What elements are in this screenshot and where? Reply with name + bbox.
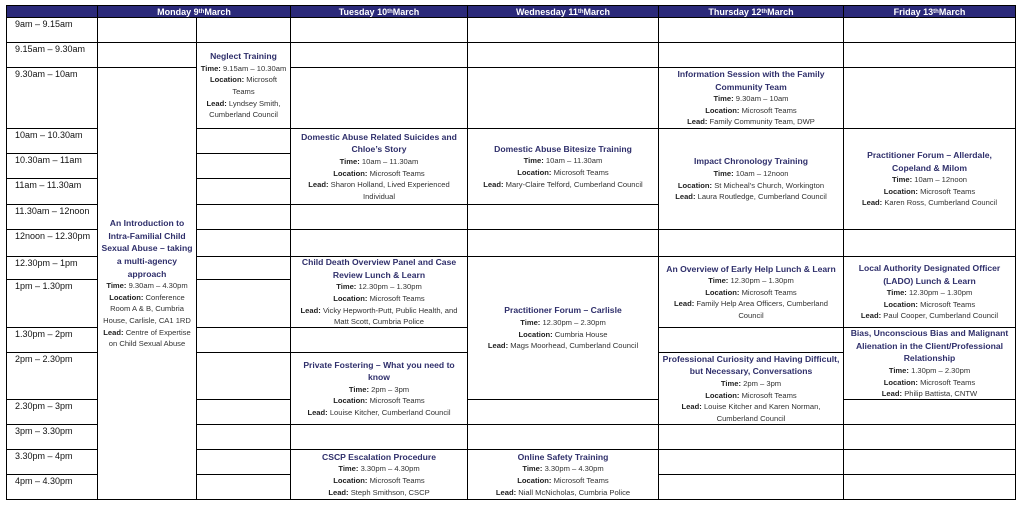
event-location-value: Microsoft Teams bbox=[741, 287, 797, 297]
event-time-label: Time: bbox=[713, 168, 734, 178]
event-time bbox=[889, 365, 970, 377]
event-lead-label: Lead: bbox=[300, 305, 321, 315]
event-location bbox=[884, 299, 975, 311]
event-title: Online Safety Training bbox=[517, 451, 609, 462]
event-location-label: Location: bbox=[333, 294, 368, 303]
empty-slot bbox=[196, 279, 291, 328]
event-lead-value: Sharon Holland, Lived Experienced Individual bbox=[330, 180, 450, 201]
event-location-value: Microsoft Teams bbox=[741, 105, 797, 115]
day-month: March bbox=[767, 6, 794, 17]
event-lead-label: Lead: bbox=[681, 402, 702, 412]
event-lead bbox=[675, 191, 827, 203]
event-time-label: Time: bbox=[338, 464, 359, 474]
event-time bbox=[713, 168, 788, 180]
event-wed-forum-carlisle[interactable] bbox=[467, 256, 659, 400]
empty-slot bbox=[290, 42, 468, 68]
event-lead-label: Lead: bbox=[328, 487, 349, 497]
event-fri-lado[interactable] bbox=[843, 256, 1016, 328]
empty-slot bbox=[290, 204, 468, 230]
event-time-value: 9.30am – 10am bbox=[735, 94, 789, 104]
event-time bbox=[520, 317, 606, 329]
event-wed-domestic-bitesize[interactable] bbox=[467, 128, 659, 205]
event-time bbox=[336, 281, 422, 293]
header-day-wed: Wednesday 11 th March bbox=[467, 5, 659, 18]
time-slot-label: 2pm – 2.30pm bbox=[6, 352, 98, 400]
event-mon-intro-csa[interactable] bbox=[97, 67, 197, 500]
event-location-value: Microsoft Teams bbox=[369, 476, 425, 485]
event-location-value: Conference Room A & B, Cumbria House, Carlisle, CA1 1RD bbox=[103, 292, 191, 325]
empty-slot bbox=[467, 229, 659, 257]
event-location-value: Microsoft Teams bbox=[741, 390, 797, 400]
empty-slot bbox=[843, 474, 1016, 500]
event-time bbox=[338, 463, 419, 475]
event-tue-domestic-suicides[interactable] bbox=[290, 128, 468, 205]
event-time-label: Time: bbox=[713, 94, 734, 104]
event-time-label: Time: bbox=[891, 175, 913, 185]
event-lead-value: Karen Ross, Cumberland Council bbox=[884, 198, 998, 208]
event-lead-value: Louise Kitcher, Cumberland Council bbox=[329, 407, 451, 417]
event-lead bbox=[307, 407, 450, 419]
event-lead-value: Vicky Hepworth-Putt, Public Health, and Matt Scott, Cumbria Police bbox=[322, 305, 458, 327]
event-lead-label: Lead: bbox=[687, 117, 708, 127]
empty-slot bbox=[658, 424, 844, 450]
event-location-label: Location: bbox=[705, 287, 740, 297]
event-time bbox=[201, 63, 287, 75]
event-location-label: Location: bbox=[677, 180, 713, 190]
event-location bbox=[333, 395, 424, 407]
empty-slot bbox=[658, 474, 844, 500]
event-lead bbox=[882, 388, 977, 400]
empty-slot bbox=[843, 17, 1016, 43]
event-time-value: 12.30pm – 2.30pm bbox=[542, 317, 606, 327]
event-lead bbox=[328, 487, 429, 499]
event-lead bbox=[294, 305, 464, 328]
empty-slot bbox=[97, 17, 197, 43]
day-name: Tuesday 10 bbox=[338, 6, 388, 17]
event-title: An Introduction to Intra-Familial Child Sexual Abuse – taking a multi-agency approach bbox=[101, 218, 193, 279]
empty-slot bbox=[843, 67, 1016, 129]
empty-slot bbox=[467, 204, 659, 230]
event-time bbox=[524, 155, 603, 167]
empty-slot bbox=[290, 17, 468, 43]
event-tue-private-fostering[interactable] bbox=[290, 352, 468, 425]
event-lead-value: Niall McNicholas, Cumbria Police bbox=[518, 487, 631, 497]
event-time bbox=[713, 93, 788, 105]
event-lead-label: Lead: bbox=[881, 389, 903, 399]
time-slot-label: 11.30am – 12noon bbox=[6, 204, 98, 230]
empty-slot bbox=[467, 424, 659, 450]
event-lead-value: Lyndsey Smith, Cumberland Council bbox=[209, 98, 281, 120]
event-title: Child Death Overview Panel and Case Review Lunch & Learn bbox=[301, 257, 457, 280]
event-thu-impact-chronology[interactable] bbox=[658, 128, 844, 230]
empty-slot bbox=[196, 229, 291, 257]
event-time bbox=[721, 378, 781, 390]
event-location-label: Location: bbox=[333, 396, 368, 406]
event-tue-child-death[interactable] bbox=[290, 256, 468, 328]
empty-slot bbox=[658, 42, 844, 68]
event-location-value: Cumbria House bbox=[554, 329, 608, 339]
event-location-label: Location: bbox=[109, 292, 144, 302]
event-time-value: 12.30pm – 1.30pm bbox=[358, 282, 422, 292]
empty-slot bbox=[196, 256, 291, 280]
event-title: Practitioner Forum – Carlisle bbox=[504, 305, 622, 316]
event-lead bbox=[294, 179, 464, 202]
event-lead-label: Lead: bbox=[103, 327, 124, 337]
event-title: Domestic Abuse Related Suicides and Chloe’s Story bbox=[301, 131, 457, 155]
empty-slot bbox=[196, 17, 291, 43]
event-lead-value: Louise Kitcher and Karen Norman, Cumberland Council bbox=[703, 402, 821, 423]
day-name: Friday 13 bbox=[893, 6, 934, 17]
empty-slot bbox=[290, 424, 468, 450]
header-day-fri: Friday 13 th March bbox=[843, 5, 1016, 18]
event-time bbox=[340, 156, 419, 168]
event-location-value: Microsoft Teams bbox=[553, 168, 609, 177]
event-time-value: 3.30pm – 4.30pm bbox=[544, 464, 604, 474]
event-title: Bias, Unconscious Bias and Malignant Alienation in the Client/Professional Relationship bbox=[850, 328, 1009, 364]
event-lead bbox=[101, 327, 193, 350]
header-day-tue: Tuesday 10 th March bbox=[290, 5, 468, 18]
event-location-value: Microsoft Teams bbox=[553, 476, 609, 485]
empty-slot bbox=[658, 327, 844, 353]
event-time-value: 10am – 11.30am bbox=[361, 156, 419, 166]
event-lead-value: Family Help Area Officers, Cumberland Council bbox=[696, 299, 828, 320]
event-wed-online-safety[interactable] bbox=[467, 449, 659, 500]
event-lead bbox=[662, 298, 840, 321]
time-slot-label: 3pm – 3.30pm bbox=[6, 424, 98, 450]
event-location-value: St Micheal’s Church, Workington bbox=[714, 180, 825, 190]
event-time-label: Time: bbox=[339, 156, 360, 166]
event-time-value: 9.30am – 4.30pm bbox=[128, 281, 188, 291]
event-mon-neglect[interactable] bbox=[196, 42, 291, 129]
event-time bbox=[349, 384, 409, 396]
time-slot-label: 10.30am – 11am bbox=[6, 153, 98, 179]
event-location-label: Location: bbox=[517, 168, 552, 177]
event-location-label: Location: bbox=[333, 168, 368, 178]
event-time-label: Time: bbox=[200, 63, 221, 73]
event-lead-value: Centre of Expertise on Child Sexual Abuse bbox=[108, 327, 191, 349]
empty-slot bbox=[196, 424, 291, 450]
event-time-value: 12.30pm – 1.30pm bbox=[730, 276, 794, 286]
event-location bbox=[333, 168, 424, 180]
event-time-value: 9.15am – 10.30am bbox=[222, 63, 287, 73]
empty-slot bbox=[196, 153, 291, 179]
event-location-value: Microsoft Teams bbox=[920, 186, 976, 196]
empty-slot bbox=[843, 399, 1016, 425]
event-lead-label: Lead: bbox=[860, 311, 882, 321]
event-lead bbox=[662, 401, 840, 424]
empty-slot bbox=[467, 67, 659, 129]
event-lead bbox=[496, 487, 630, 499]
empty-slot bbox=[196, 474, 291, 500]
event-time-value: 3.30pm – 4.30pm bbox=[360, 464, 420, 474]
event-title: Neglect Training bbox=[210, 51, 277, 62]
empty-slot bbox=[467, 399, 659, 425]
event-title: Impact Chronology Training bbox=[693, 156, 809, 167]
time-slot-label: 2.30pm – 3pm bbox=[6, 399, 98, 425]
event-lead-value: Philip Battista, CNTW bbox=[904, 389, 978, 399]
event-title: An Overview of Early Help Lunch & Learn bbox=[666, 263, 836, 274]
event-time-label: Time: bbox=[523, 156, 544, 166]
event-location-value: Microsoft Teams bbox=[232, 75, 278, 96]
day-month: March bbox=[392, 6, 420, 17]
event-lead bbox=[687, 116, 815, 128]
event-thu-info-session[interactable] bbox=[658, 67, 844, 129]
event-lead-value: Steph Smithson, CSCP bbox=[350, 487, 430, 497]
time-slot-label: 11am – 11.30am bbox=[6, 178, 98, 205]
event-tue-cscp-escalation[interactable] bbox=[290, 449, 468, 500]
empty-slot bbox=[290, 327, 468, 353]
event-lead-value: Paul Cooper, Cumberland Council bbox=[883, 311, 999, 321]
event-time-label: Time: bbox=[520, 317, 541, 327]
empty-slot bbox=[467, 42, 659, 68]
event-location bbox=[705, 105, 796, 117]
header-day-mon: Monday 9 th March bbox=[97, 5, 291, 18]
event-location bbox=[517, 167, 608, 179]
event-location-label: Location: bbox=[883, 377, 918, 387]
event-location-value: Microsoft Teams bbox=[369, 396, 425, 406]
event-time bbox=[106, 280, 187, 292]
event-lead-label: Lead: bbox=[307, 407, 328, 417]
empty-slot bbox=[196, 178, 291, 205]
empty-slot bbox=[658, 449, 844, 475]
event-location-label: Location: bbox=[705, 390, 740, 400]
event-time-value: 12.30pm – 1.30pm bbox=[908, 288, 973, 298]
event-location-value: Microsoft Teams bbox=[920, 299, 976, 309]
empty-slot bbox=[196, 327, 291, 353]
event-time-value: 1.30pm – 2.30pm bbox=[911, 366, 971, 375]
empty-slot bbox=[196, 399, 291, 425]
event-lead bbox=[861, 310, 998, 322]
event-title: Practitioner Forum – Allerdale, Copeland & Milom bbox=[867, 150, 992, 173]
event-location bbox=[884, 377, 975, 389]
empty-slot bbox=[843, 449, 1016, 475]
event-time bbox=[887, 287, 973, 299]
event-title: Local Authority Designated Officer (LADO) Lunch & Learn bbox=[858, 263, 1001, 286]
empty-slot bbox=[843, 229, 1016, 257]
event-time-label: Time: bbox=[348, 384, 369, 394]
event-location-label: Location: bbox=[883, 186, 918, 196]
event-time bbox=[892, 174, 967, 186]
event-lead-value: Family Community Team, DWP bbox=[709, 117, 815, 127]
event-lead-value: Mags Moorhead, Cumberland Council bbox=[510, 341, 639, 351]
day-name: Monday 9 bbox=[157, 6, 199, 17]
event-thu-professional-curiosity[interactable] bbox=[658, 352, 844, 425]
time-slot-label: 9am – 9.15am bbox=[6, 17, 98, 43]
event-location bbox=[705, 390, 796, 402]
event-time-value: 2pm – 3pm bbox=[371, 384, 410, 394]
event-location bbox=[705, 287, 796, 299]
header-day-thu: Thursday 12 th March bbox=[658, 5, 844, 18]
time-slot-label: 9.15am – 9.30am bbox=[6, 42, 98, 68]
event-fri-bias[interactable] bbox=[843, 327, 1016, 400]
empty-slot bbox=[196, 204, 291, 230]
event-lead-label: Lead: bbox=[487, 341, 509, 351]
event-fri-forum-allerdale[interactable] bbox=[843, 128, 1016, 230]
event-location-label: Location: bbox=[517, 476, 552, 485]
event-lead-label: Lead: bbox=[674, 299, 695, 309]
event-time-label: Time: bbox=[522, 464, 543, 474]
time-slot-label: 1.30pm – 2pm bbox=[6, 327, 98, 353]
event-lead-label: Lead: bbox=[495, 487, 517, 497]
event-location-value: Microsoft Teams bbox=[369, 168, 425, 178]
empty-slot bbox=[196, 352, 291, 400]
event-title: Professional Curiosity and Having Difficult, but Necessary, Conversations bbox=[662, 353, 840, 377]
time-slot-label: 10am – 10.30am bbox=[6, 128, 98, 154]
day-name: Thursday 12 bbox=[708, 6, 762, 17]
time-slot-label: 4pm – 4.30pm bbox=[6, 474, 98, 500]
event-location bbox=[101, 292, 193, 327]
empty-slot bbox=[658, 17, 844, 43]
day-month: March bbox=[583, 6, 611, 17]
event-time-label: Time: bbox=[888, 366, 909, 375]
event-title: CSCP Escalation Procedure bbox=[322, 451, 436, 462]
empty-slot bbox=[843, 424, 1016, 450]
time-slot-label: 3.30pm – 4pm bbox=[6, 449, 98, 475]
event-time-value: 10am – 12noon bbox=[735, 168, 789, 178]
event-time bbox=[708, 275, 794, 287]
empty-slot bbox=[843, 42, 1016, 68]
event-lead bbox=[862, 197, 997, 209]
event-thu-early-help[interactable] bbox=[658, 256, 844, 328]
event-location bbox=[518, 329, 607, 341]
event-location-label: Location: bbox=[333, 476, 368, 485]
event-lead-label: Lead: bbox=[483, 179, 504, 189]
day-month: March bbox=[204, 6, 231, 17]
event-title: Information Session with the Family Community Team bbox=[677, 69, 825, 92]
event-location bbox=[333, 293, 424, 305]
day-month: March bbox=[938, 6, 966, 17]
event-title: Domestic Abuse Bitesize Training bbox=[494, 143, 632, 154]
event-location bbox=[200, 74, 287, 97]
time-slot-label: 9.30am – 10am bbox=[6, 67, 98, 129]
event-time-value: 10am – 11.30am bbox=[545, 156, 603, 166]
empty-slot bbox=[290, 229, 468, 257]
event-lead-label: Lead: bbox=[308, 180, 329, 190]
event-time-label: Time: bbox=[708, 276, 729, 286]
event-location bbox=[517, 475, 608, 487]
event-time-value: 10am – 12noon bbox=[914, 175, 968, 185]
empty-slot bbox=[196, 449, 291, 475]
event-lead-value: Laura Routledge, Cumberland Council bbox=[697, 192, 827, 202]
event-time-label: Time: bbox=[336, 282, 357, 292]
empty-slot bbox=[467, 17, 659, 43]
event-location-label: Location: bbox=[518, 329, 553, 339]
time-slot-label: 12.30pm – 1pm bbox=[6, 256, 98, 280]
event-location bbox=[884, 186, 975, 198]
event-lead-value: Mary-Claire Telford, Cumberland Council bbox=[505, 179, 643, 189]
event-time-label: Time: bbox=[720, 378, 741, 388]
event-location bbox=[678, 180, 824, 192]
empty-slot bbox=[658, 229, 844, 257]
event-location-label: Location: bbox=[883, 299, 918, 309]
empty-slot bbox=[97, 42, 197, 68]
empty-slot bbox=[290, 67, 468, 129]
event-time-label: Time: bbox=[106, 281, 127, 291]
event-location-label: Location: bbox=[209, 75, 245, 85]
event-title: Private Fostering – What you need to know bbox=[303, 359, 455, 383]
time-slot-label: 12noon – 12.30pm bbox=[6, 229, 98, 257]
event-lead-label: Lead: bbox=[861, 198, 883, 208]
event-lead bbox=[483, 179, 642, 191]
event-lead bbox=[200, 98, 287, 121]
event-lead bbox=[488, 340, 638, 352]
event-location-label: Location: bbox=[705, 105, 740, 115]
event-time bbox=[522, 463, 603, 475]
event-location-value: Microsoft Teams bbox=[369, 294, 425, 303]
day-name: Wednesday 11 bbox=[515, 6, 578, 17]
event-location bbox=[333, 475, 424, 487]
time-slot-label: 1pm – 1.30pm bbox=[6, 279, 98, 328]
event-lead-label: Lead: bbox=[206, 98, 227, 108]
event-location-value: Microsoft Teams bbox=[920, 377, 976, 387]
empty-slot bbox=[196, 128, 291, 154]
event-time-label: Time: bbox=[886, 288, 907, 298]
event-time-value: 2pm – 3pm bbox=[743, 378, 782, 388]
event-lead-label: Lead: bbox=[675, 192, 696, 202]
